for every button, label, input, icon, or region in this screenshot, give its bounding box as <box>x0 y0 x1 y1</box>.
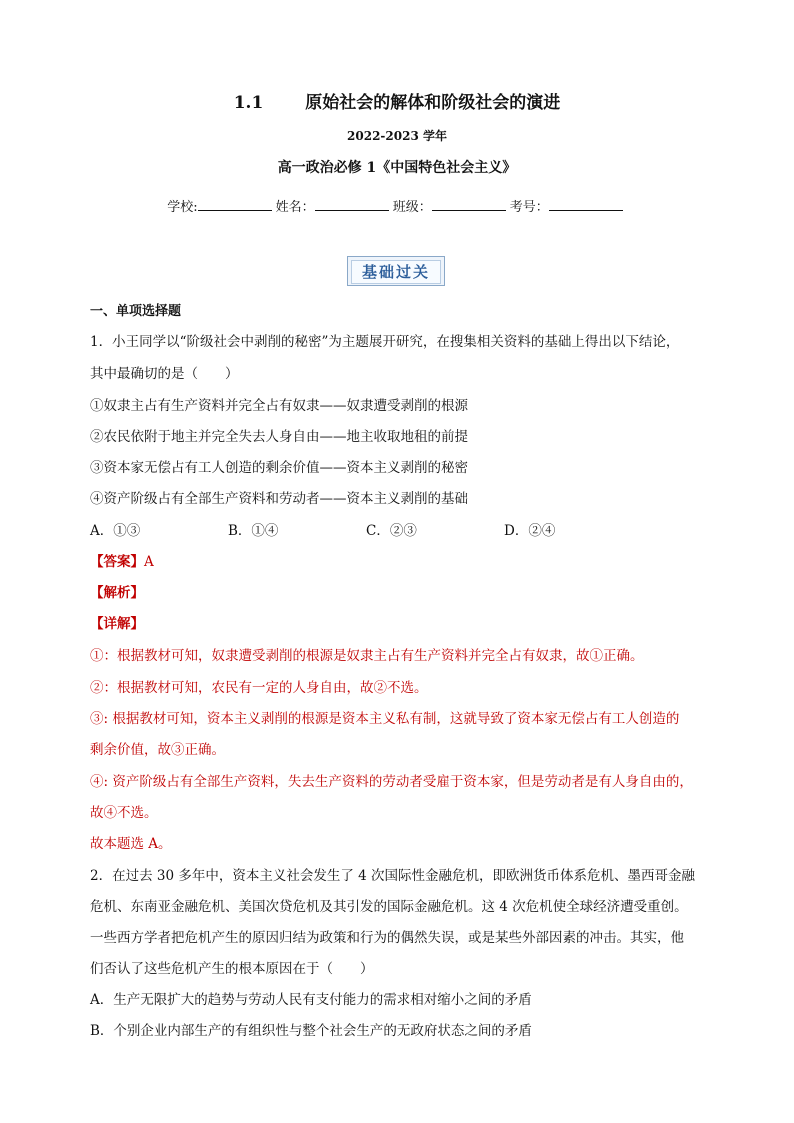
explain-line-6: 故④不选。 <box>90 805 158 821</box>
q2-option-b[interactable]: B．个别企业内部生产的有组织性与整个社会生产的无政府状态之间的矛盾 <box>90 1023 532 1039</box>
answer-value: A <box>144 554 154 570</box>
explain-line-5: ④: 资产阶级占有全部生产资料，失去生产资料的劳动者受雇于资本家，但是劳动者是有人身自由的， <box>90 774 693 790</box>
lesson-title: 原始社会的解体和阶级社会的演进 <box>305 93 561 113</box>
q1-item-1: ①奴隶主占有生产资料并完全占有奴隶——奴隶遭受剥削的根源 <box>90 398 468 414</box>
explain-line-7: 故本题选 A。 <box>90 836 172 852</box>
lesson-number: 1.1 <box>233 93 264 113</box>
q2-stem-line-1: 2．在过去 30 多年中，资本主义社会发生了 4 次国际性金融危机，即欧洲货币体系危机、墨西哥金融 <box>90 868 696 884</box>
school-year: 2022-2023 学年 <box>347 129 447 143</box>
detail-label: 【详解】 <box>90 616 144 632</box>
q1-option-a[interactable]: A．①③ <box>90 523 141 539</box>
class-label: 班级： <box>392 200 432 215</box>
basic-level-badge <box>347 256 445 286</box>
student-info-row <box>0 196 794 215</box>
q1-stem-line-2: 其中最确切的是（ ） <box>90 366 239 382</box>
page-title <box>0 88 794 113</box>
answer-label: 【答案】 <box>90 554 144 570</box>
q1-option-c[interactable]: C．②③ <box>366 523 417 539</box>
explain-line-2: ②：根据教材可知，农民有一定的人身自由，故②不选。 <box>90 680 428 696</box>
q1-item-3: ③资本家无偿占有工人创造的剩余价值——资本主义剥削的秘密 <box>90 460 468 476</box>
q1-option-d[interactable]: D．②④ <box>504 523 556 539</box>
q1-option-b[interactable]: B．①④ <box>228 523 279 539</box>
exam-number-blank[interactable] <box>549 198 623 211</box>
name-label: 姓名： <box>275 200 315 215</box>
school-label: 学校: <box>167 200 198 215</box>
q2-stem-line-3: 一些西方学者把危机产生的原因归结为政策和行为的偶然失误，或是某些外部因素的冲击。其实，他 <box>90 930 684 946</box>
q2-stem-line-2: 危机、东南亚金融危机、美国次贷危机及其引发的国际金融危机。这 4 次危机使全球经济遭受重创。 <box>90 899 688 915</box>
explain-line-3: ③: 根据教材可知，资本主义剥削的根源是资本主义私有制，这就导致了资本家无偿占有工人创造的 <box>90 711 680 727</box>
q1-answer-line <box>90 550 154 570</box>
q1-item-2: ②农民依附于地主并完全失去人身自由——地主收取地租的前提 <box>90 429 468 445</box>
q2-stem-line-4: 们否认了这些危机产生的根本原因在于（ ） <box>90 961 374 977</box>
school-blank[interactable] <box>198 198 272 211</box>
course-name: 高一政治必修 1《中国特色社会主义》 <box>277 160 517 176</box>
q1-options <box>90 519 555 539</box>
explain-line-1: ①：根据教材可知，奴隶遭受剥削的根源是奴隶主占有生产资料并完全占有奴隶，故①正确。 <box>90 648 644 664</box>
class-blank[interactable] <box>432 198 506 211</box>
name-blank[interactable] <box>315 198 389 211</box>
badge-label: 基础过关 <box>351 260 441 284</box>
exam-number-label: 考号： <box>509 200 549 215</box>
section-heading: 一、单项选择题 <box>90 304 182 319</box>
analysis-label: 【解析】 <box>90 585 144 601</box>
q1-item-4: ④资产阶级占有全部生产资料和劳动者——资本主义剥削的基础 <box>90 491 468 507</box>
q2-option-a[interactable]: A．生产无限扩大的趋势与劳动人民有支付能力的需求相对缩小之间的矛盾 <box>90 992 532 1008</box>
explain-line-4: 剩余价值，故③正确。 <box>90 742 225 758</box>
q1-stem-line-1: 1．小王同学以“阶级社会中剥削的秘密”为主题展开研究，在搜集相关资料的基础上得出以下结论， <box>90 334 680 350</box>
